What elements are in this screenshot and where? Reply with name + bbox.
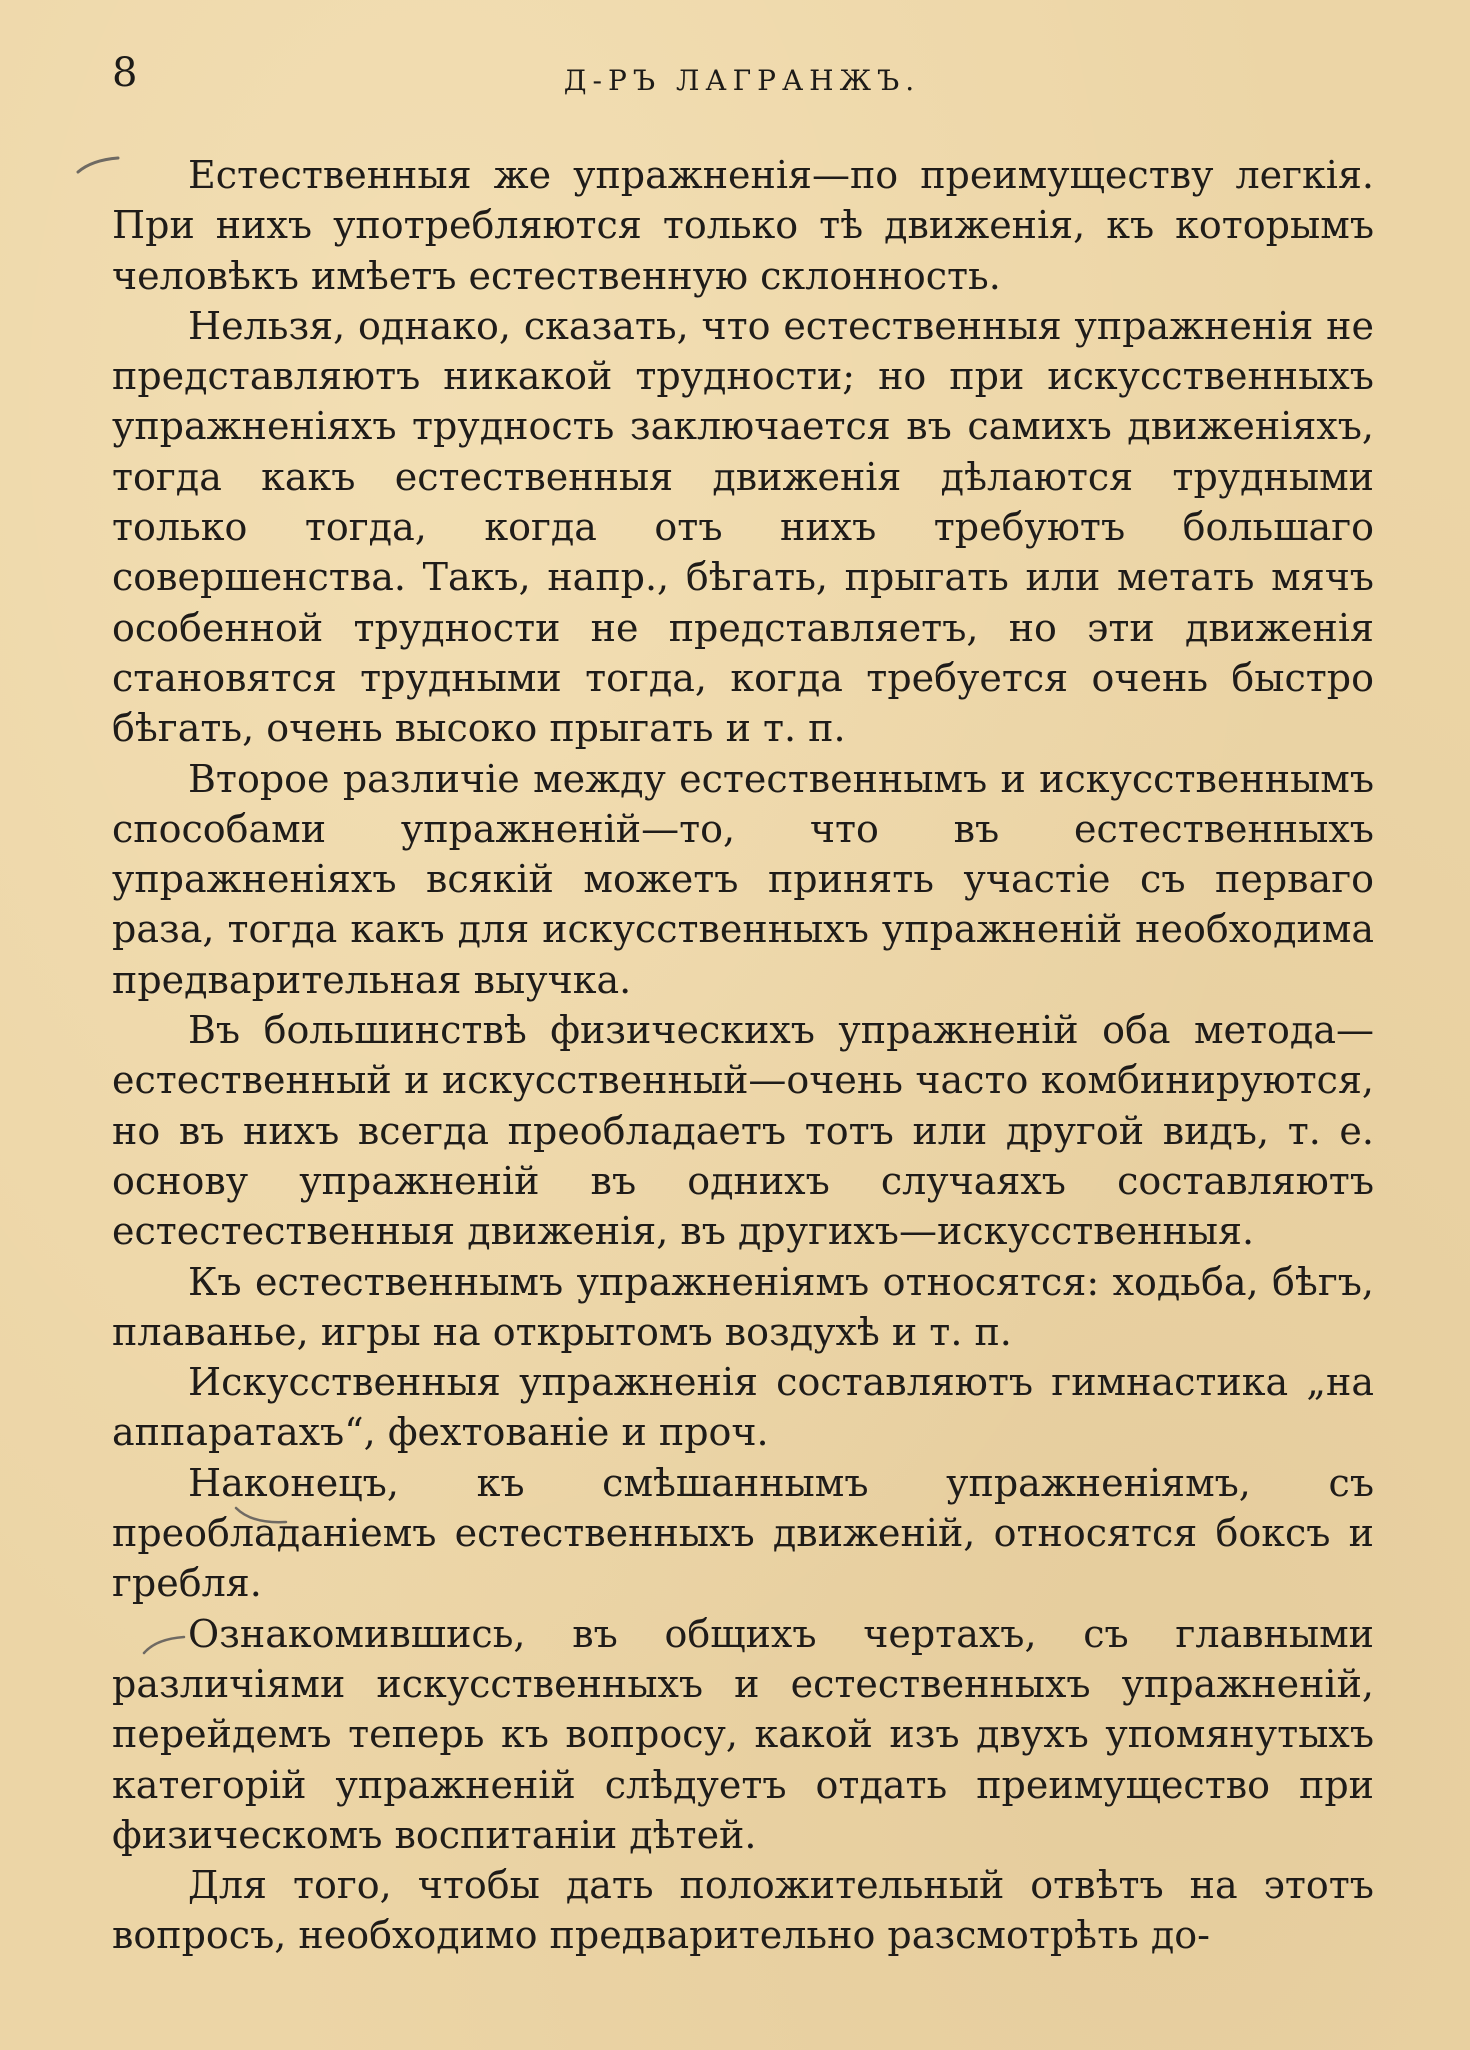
- paragraph: Искусственныя упражненія составляютъ гимнастика „на аппаратахъ“, фехтованіе и проч.: [112, 1360, 1374, 1455]
- paragraph: Къ естественнымъ упражненіямъ относятся: ходьба, бѣгъ, плаванье, игры на открытомъ воздухѣ и т. п.: [112, 1259, 1374, 1354]
- body-text: [112, 150, 1374, 1961]
- paragraph: Ознакомившись, въ общихъ чертахъ, съ главными различіями искусственныхъ и естественныхъ упражненій, перейдемъ теперь къ вопросу, какой изъ двухъ упомянутыхъ категорій упражненій слѣдуетъ отдать преимущество при физическомъ воспитаніи дѣтей.: [112, 1611, 1374, 1857]
- paragraph: Нельзя, однако, сказать, что естественныя упражненія не представляютъ никакой трудности; но при искусственныхъ упражненіяхъ трудность заключается въ самихъ движеніяхъ, тогда какъ естественныя движенія дѣлаются трудными только тогда, когда отъ нихъ требуютъ большаго совершенства. Такъ, напр., бѣгать, прыгать или метать мячъ особенной трудности не представляетъ, но эти движенія становятся трудными тогда, когда требуется очень быстро бѣгать, очень высоко прыгать и т. п.: [112, 303, 1374, 751]
- paragraph: Второе различіе между естественнымъ и искусственнымъ способами упражненій—то, что въ естественныхъ упражненіяхъ всякій можетъ принять участіе съ перваго раза, тогда какъ для искусственныхъ упражненій необходима предварительная выучка.: [112, 756, 1374, 1002]
- running-head: Д-РЪ ЛАГРАНЖЪ.: [563, 64, 921, 97]
- paragraph: Для того, чтобы дать положительный отвѣтъ на этотъ вопросъ, необходимо предварительно разсмотрѣть до-: [112, 1863, 1374, 1958]
- page-number: 8: [112, 50, 138, 96]
- paragraph: Естественныя же упражненія—по преимуществу легкія. При нихъ употребляются только тѣ движенія, къ которымъ человѣкъ имѣетъ естественную склонность.: [112, 153, 1374, 298]
- paragraph: Въ большинствѣ физическихъ упражненій оба метода—естественный и искусственный—очень часто комбинируются, но въ нихъ всегда преобладаетъ тотъ или другой видъ, т. е. основу упражненій въ однихъ случаяхъ составляютъ естестественныя движенія, въ другихъ—искусственныя.: [112, 1008, 1374, 1254]
- paragraph: Наконецъ, къ смѣшаннымъ упражненіямъ, съ преобладаніемъ естественныхъ движеній, относятся боксъ и гребля.: [112, 1460, 1374, 1606]
- page-header: [112, 50, 1372, 110]
